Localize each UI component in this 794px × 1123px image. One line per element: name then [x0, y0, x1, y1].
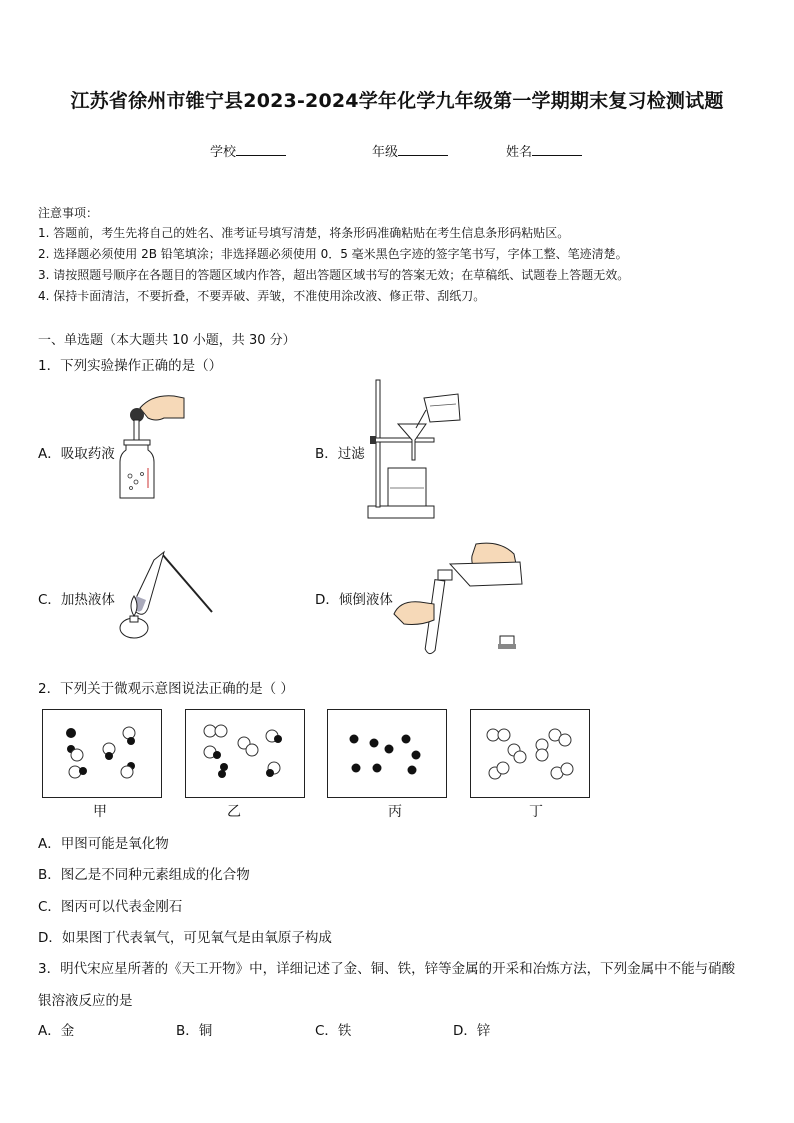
- q2-option-b[interactable]: B．图乙是不同种元素组成的化合物: [38, 867, 250, 883]
- school-label: 学校: [210, 145, 237, 160]
- grade-field[interactable]: [372, 141, 448, 160]
- school-blank[interactable]: [236, 143, 286, 156]
- grade-blank[interactable]: [398, 143, 448, 156]
- diagram-label-ding: 丁: [529, 804, 543, 820]
- diagram-yi: [185, 709, 305, 798]
- q1-option-c[interactable]: C．加热液体: [38, 592, 115, 608]
- question-3-stem-line2: 银溶液反应的是: [38, 993, 133, 1009]
- diagram-label-yi: 乙: [227, 804, 241, 820]
- name-blank[interactable]: [532, 143, 582, 156]
- heating-illustration: [112, 548, 222, 648]
- school-field[interactable]: [210, 141, 286, 160]
- q3-option-d[interactable]: D．锌: [453, 1023, 491, 1039]
- notice-heading: 注意事项：: [38, 206, 99, 220]
- q1-option-a[interactable]: A．吸取药液: [38, 446, 115, 462]
- q3-option-c[interactable]: C．铁: [315, 1023, 352, 1039]
- dropper-illustration: [112, 388, 192, 504]
- notice-item-3: 3. 请按照题号顺序在各题目的答题区域内作答，超出答题区域书写的答案无效；在草稿纸、试题卷上答题无效。: [38, 268, 630, 282]
- page-title: 江苏省徐州市锥宁县2023-2024学年化学九年级第一学期期末复习检测试题: [70, 90, 724, 112]
- diagram-label-jia: 甲: [93, 804, 107, 820]
- diagram-ding: [470, 709, 590, 798]
- q2-option-c[interactable]: C．图丙可以代表金刚石: [38, 899, 183, 915]
- diagram-jia: [42, 709, 162, 798]
- name-field[interactable]: [506, 141, 582, 160]
- q3-option-b[interactable]: B．铜: [176, 1023, 213, 1039]
- q2-option-a[interactable]: A．甲图可能是氧化物: [38, 836, 169, 852]
- question-1-stem: 1．下列实验操作正确的是（）: [38, 358, 223, 374]
- notice-item-4: 4. 保持卡面清洁，不要折叠，不要弄破、弄皱，不准使用涂改液、修正带、刮纸刀。: [38, 289, 486, 303]
- name-label: 姓名: [506, 145, 533, 160]
- notice-item-2: 2. 选择题必须使用 2B 铅笔填涂；非选择题必须使用 0．5 毫米黑色字迹的签字笔书写，字体工整、笔迹清楚。: [38, 247, 628, 261]
- question-2-stem: 2．下列关于微观示意图说法正确的是（ ）: [38, 681, 294, 697]
- grade-label: 年级: [372, 145, 399, 160]
- q3-option-a[interactable]: A．金: [38, 1023, 75, 1039]
- diagram-label-bing: 丙: [388, 804, 402, 820]
- filtration-illustration: [360, 380, 470, 522]
- q1-option-d[interactable]: D．倾倒液体: [315, 592, 393, 608]
- q1-option-b[interactable]: B．过滤: [315, 446, 365, 462]
- notice-item-1: 1. 答题前，考生先将自己的姓名、准考证号填写清楚，将条形码准确粘贴在考生信息条形码粘贴区。: [38, 226, 570, 240]
- question-3-stem-line1: 3．明代宋应星所著的《天工开物》中，详细记述了金、铜、铁，锌等金属的开采和冶炼方法，下列金属中不能与硝酸: [38, 961, 736, 977]
- diagram-bing: [327, 709, 447, 798]
- section-heading: 一、单选题（本大题共 10 小题，共 30 分）: [38, 333, 296, 348]
- q2-option-d[interactable]: D．如果图丁代表氧气，可见氧气是由氧原子构成: [38, 930, 332, 946]
- pouring-illustration: [390, 540, 530, 658]
